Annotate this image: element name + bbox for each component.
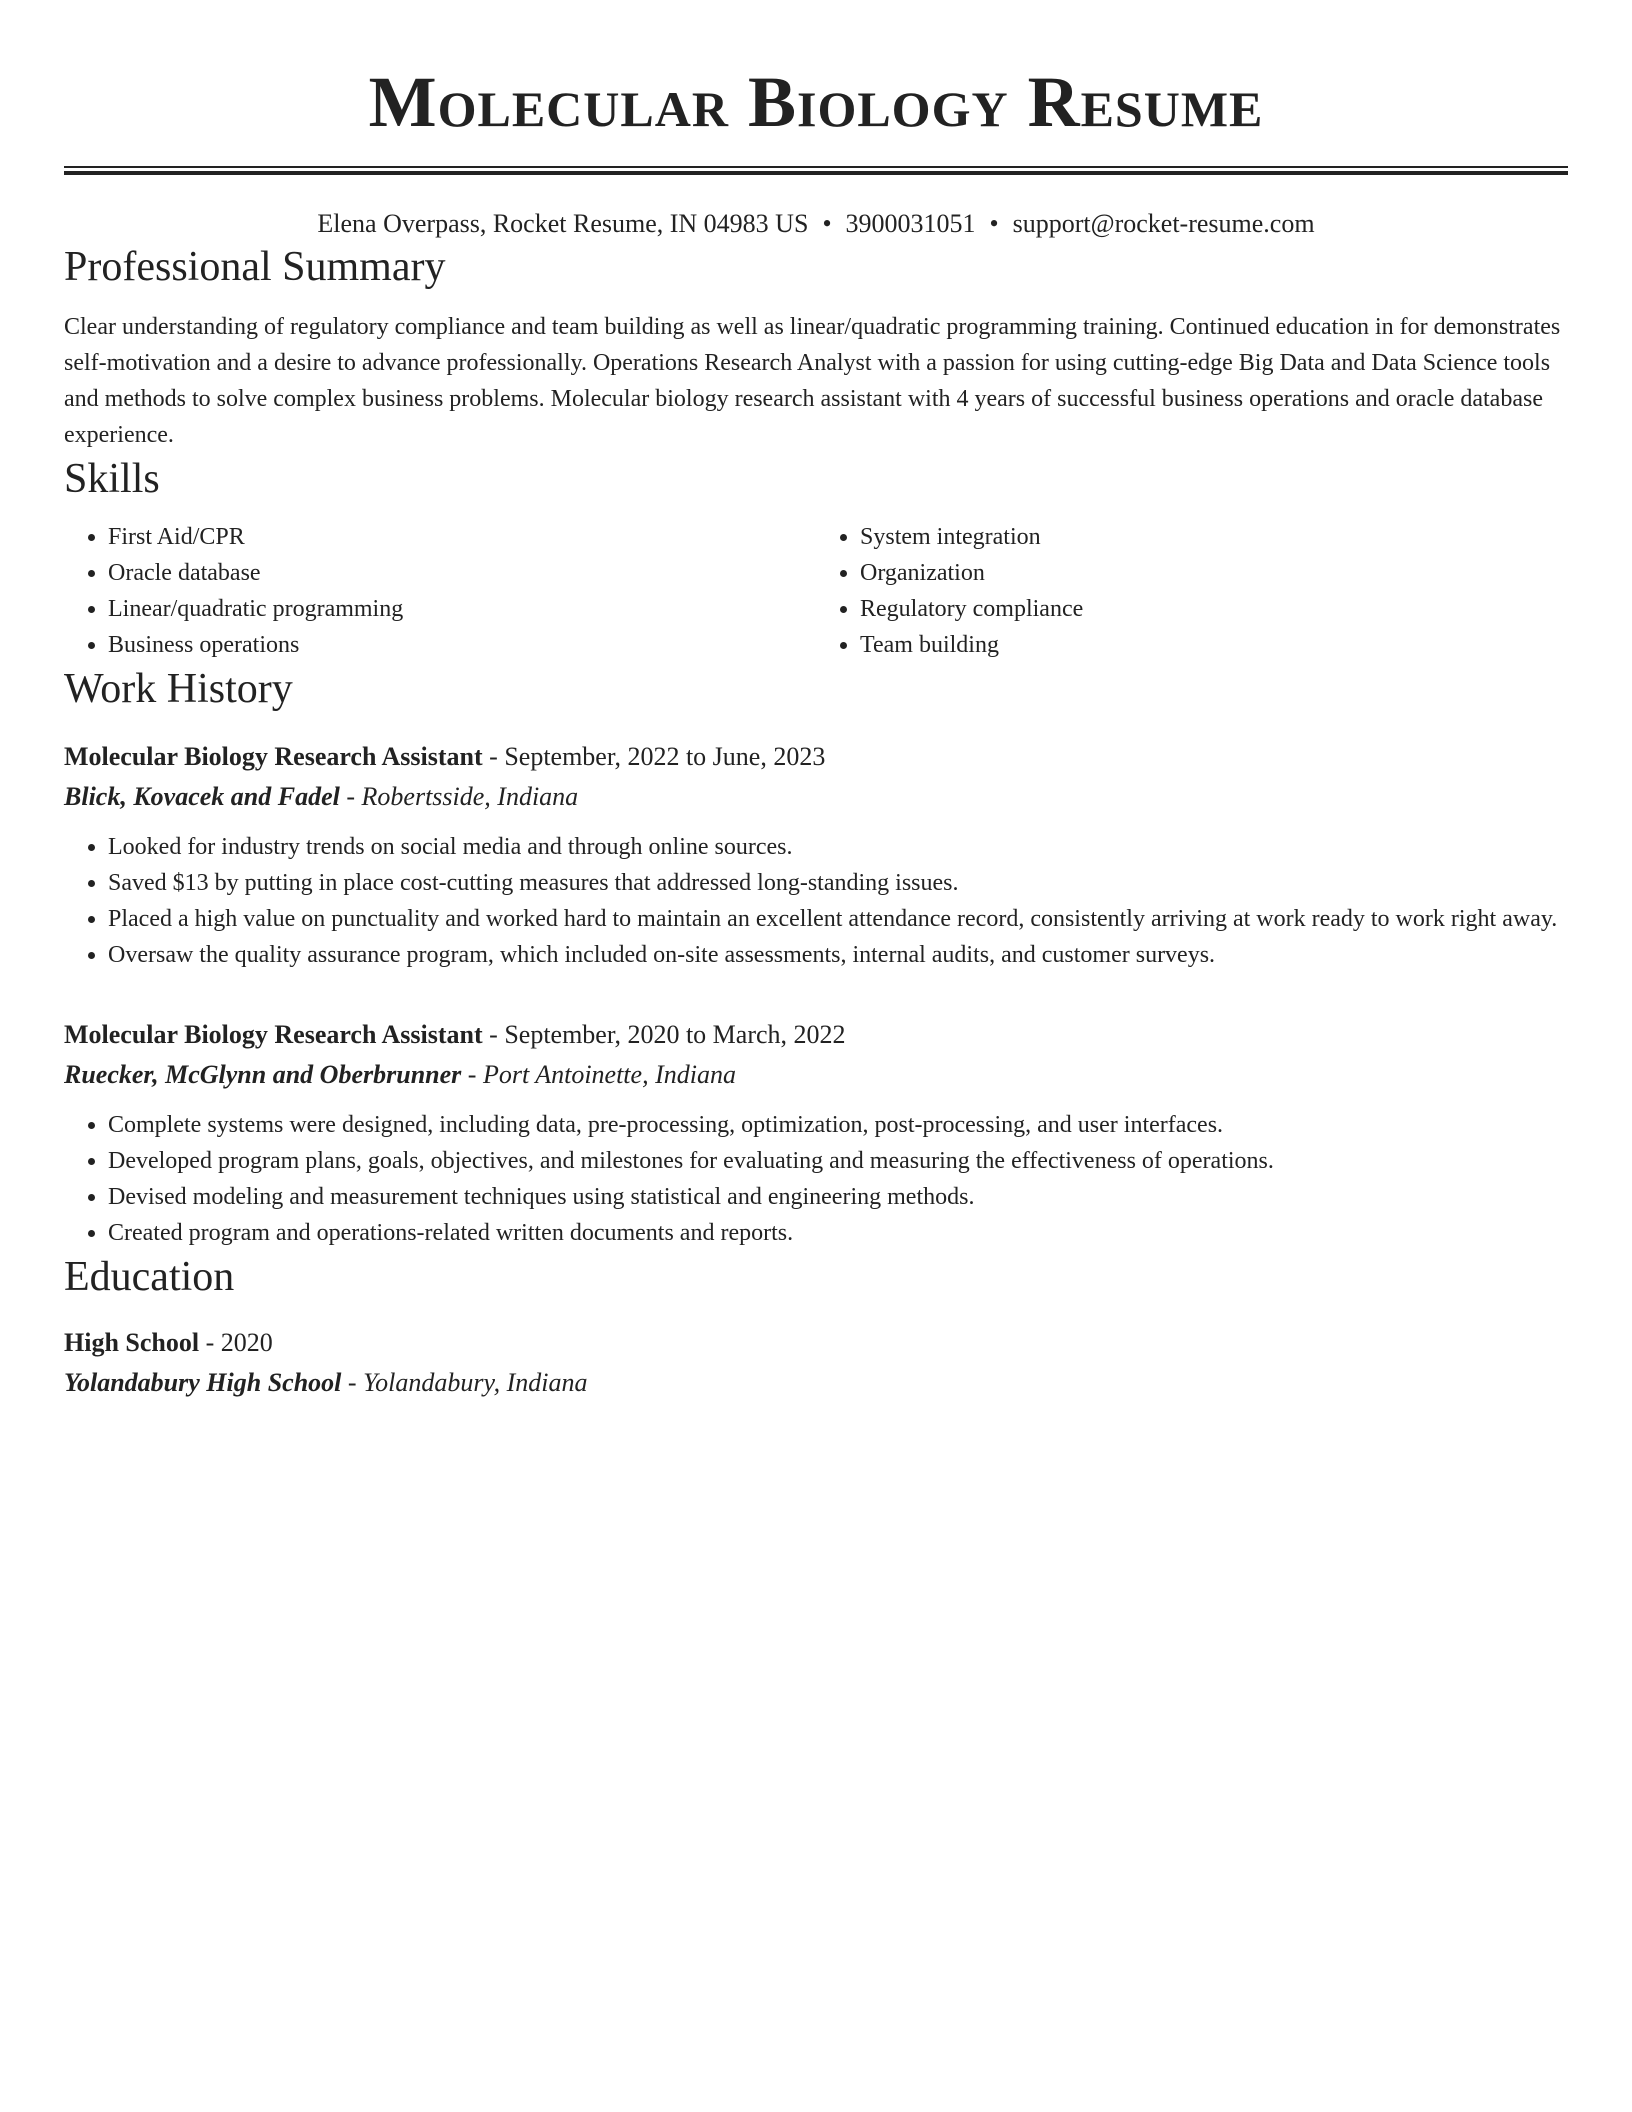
job-entry [64, 737, 1568, 973]
job-title-line [64, 1015, 1568, 1055]
skill-item: • Team building [860, 627, 1568, 663]
company-line [64, 777, 1568, 817]
job-bullet: • Saved $13 by putting in place cost-cutting measures that addressed long-standing issues. [108, 865, 1568, 901]
skills-column-right [816, 519, 1568, 663]
job-bullet: • Oversaw the quality assurance program, which included on-site assessments, internal audits, and customer surveys. [108, 937, 1568, 973]
school-location: Yolandabury, Indiana [363, 1368, 588, 1397]
resume-title: Molecular Biology Resume [368, 62, 1264, 142]
summary-text: Clear understanding of regulatory compliance and team building as well as linear/quadratic programming training. Continued education in for demonstrates self-motivation and a desire to advance professionally. Operations Research Analyst with a passion for using cutting-edge Big Data and Data Science tools and methods to solve complex business problems. Molecular biology research assistant with 4 years of successful business operations and oracle database experience. [64, 314, 1561, 448]
skill-item: • Linear/quadratic programming [108, 591, 816, 627]
job-title-line [64, 737, 1568, 777]
job-bullet: • Created program and operations-related written documents and reports. [108, 1215, 1568, 1251]
dash: - [346, 782, 356, 811]
job-bullet: • Complete systems were designed, including data, pre-processing, optimization, post-processing, and user interfaces. [108, 1107, 1568, 1143]
skills-grid [64, 519, 1568, 663]
job-role: Molecular Biology Research Assistant [64, 742, 483, 771]
contact-email: support@rocket-resume.com [1012, 209, 1315, 238]
company-name: Ruecker, McGlynn and Oberbrunner [64, 1060, 462, 1089]
company-line [64, 1055, 1568, 1095]
job-bullets [64, 829, 1568, 973]
skill-item: • System integration [860, 519, 1568, 555]
work-history-heading: Work History [64, 666, 293, 712]
skills-list-left [64, 519, 816, 663]
skills-list-right [816, 519, 1568, 663]
dash: - [347, 1368, 357, 1397]
job-dates: September, 2020 to March, 2022 [504, 1020, 846, 1049]
company-location: Port Antoinette, Indiana [482, 1060, 736, 1089]
contact-address: Elena Overpass, Rocket Resume, IN 04983 US [317, 209, 809, 238]
school-name: Yolandabury High School [64, 1368, 342, 1397]
school-line [64, 1363, 1568, 1403]
job-bullet: • Developed program plans, goals, objectives, and milestones for evaluating and measuring the effectiveness of operations. [108, 1143, 1568, 1179]
education-heading: Education [64, 1254, 235, 1300]
dash: - [489, 1020, 498, 1049]
job-bullets [64, 1107, 1568, 1251]
job-bullet: • Devised modeling and measurement techniques using statistical and engineering methods. [108, 1179, 1568, 1215]
dash: - [205, 1328, 215, 1357]
education-entry [64, 1323, 1568, 1403]
skills-heading: Skills [64, 456, 160, 502]
dash: - [489, 742, 498, 771]
skills-column-left [64, 519, 816, 663]
company-name: Blick, Kovacek and Fadel [64, 782, 340, 811]
skill-item: • Regulatory compliance [860, 591, 1568, 627]
degree: High School [64, 1328, 200, 1357]
job-bullet: • Looked for industry trends on social media and through online sources. [108, 829, 1568, 865]
job-dates: September, 2022 to June, 2023 [504, 742, 826, 771]
skill-item: • Oracle database [108, 555, 816, 591]
contact-separator: • [989, 209, 999, 238]
dash: - [467, 1060, 477, 1089]
title-divider [64, 166, 1568, 175]
job-bullet: • Placed a high value on punctuality and worked hard to maintain an excellent attendance record, consistently arriving at work ready to work right away. [108, 901, 1568, 937]
graduation-year: 2020 [220, 1328, 273, 1357]
job-role: Molecular Biology Research Assistant [64, 1020, 483, 1049]
contact-separator: • [822, 209, 832, 238]
skill-item: • First Aid/CPR [108, 519, 816, 555]
summary-heading: Professional Summary [64, 244, 446, 290]
degree-line [64, 1323, 1568, 1363]
company-location: Robertsside, Indiana [361, 782, 579, 811]
job-entry [64, 1015, 1568, 1251]
skill-item: • Organization [860, 555, 1568, 591]
contact-line [64, 207, 1568, 241]
skill-item: • Business operations [108, 627, 816, 663]
contact-phone: 3900031051 [845, 209, 976, 238]
